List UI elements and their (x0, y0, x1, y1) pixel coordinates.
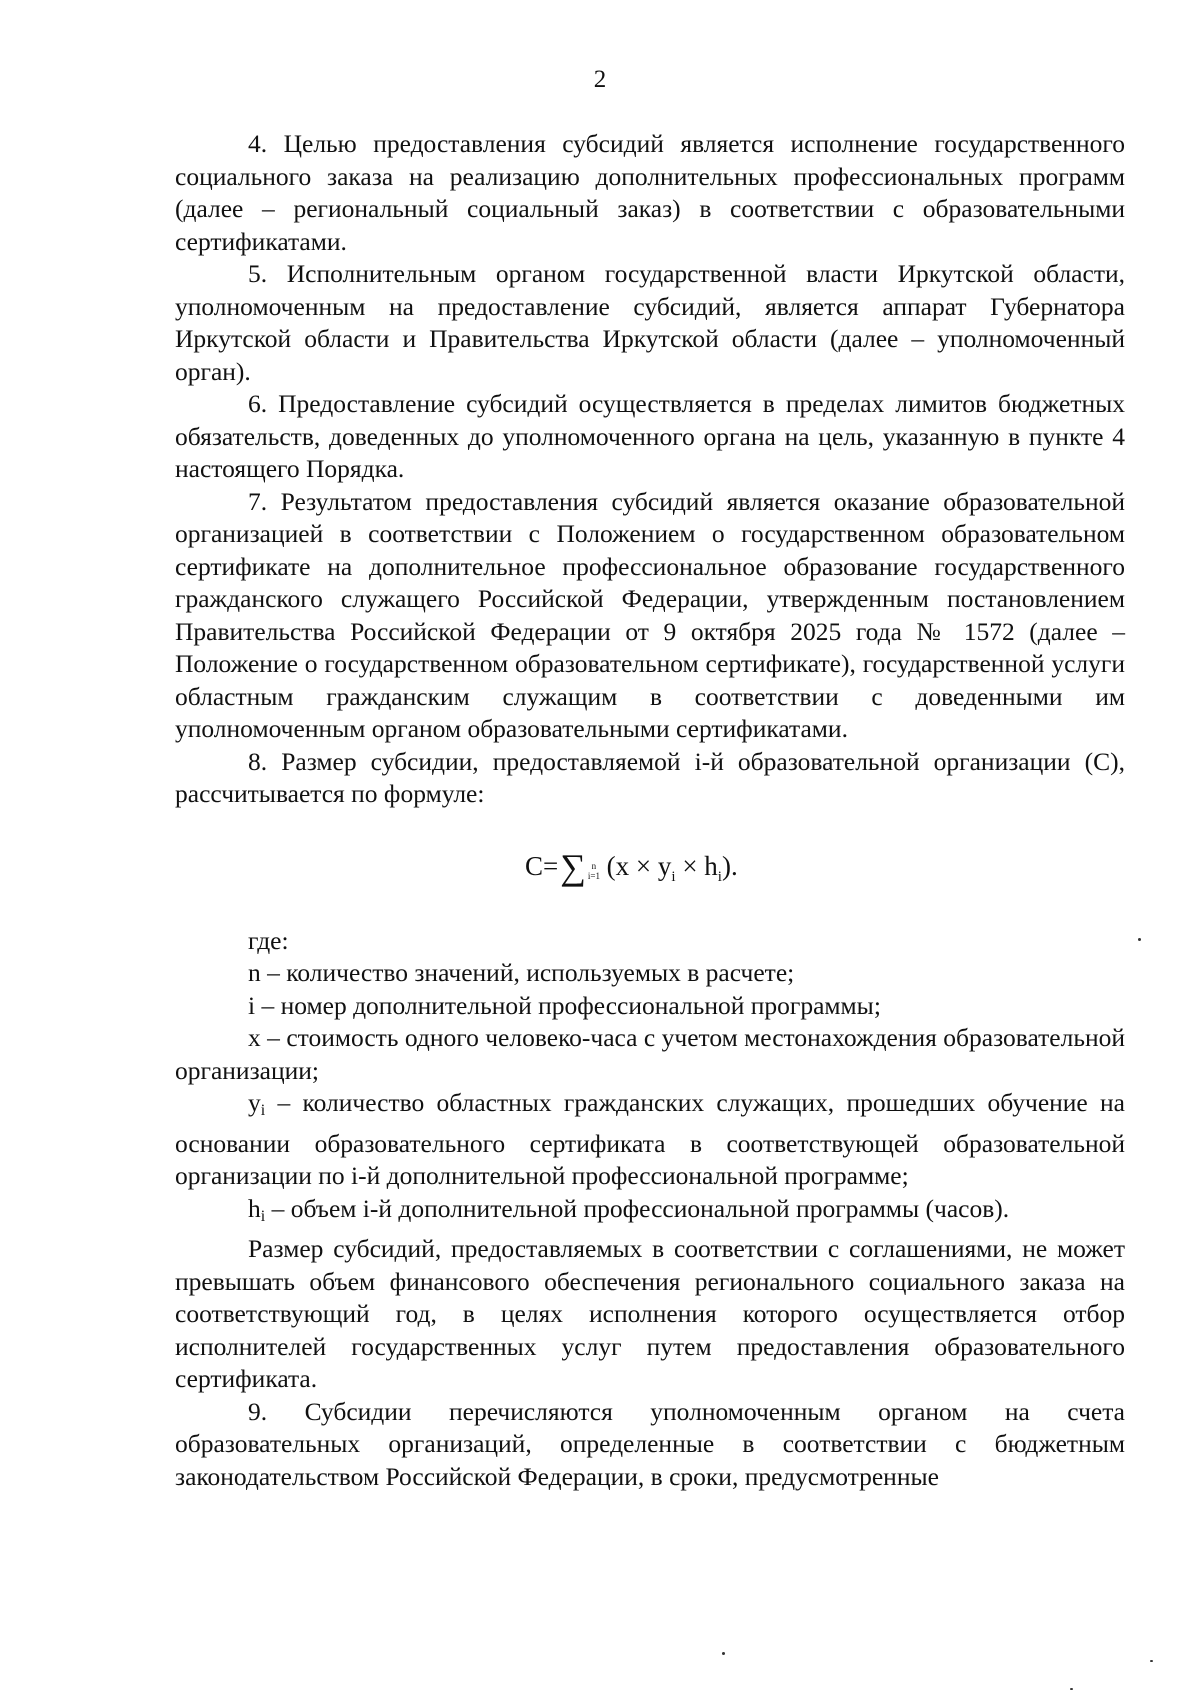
sum-symbol: ∑ (560, 846, 586, 887)
paragraph-4: 4. Целью предоставления субсидий является исполнение государственного социального заказа на реализацию дополнительных профессиональных программ (далее – региональный социальный заказ) в соответствии с образовательными сертификатами. (175, 129, 1125, 256)
definition-y (175, 1087, 1125, 1193)
sum-upper-limit: n (591, 860, 597, 871)
definition-symbol (248, 1194, 265, 1223)
scan-speck (722, 1652, 725, 1655)
formula-mult: × (682, 850, 698, 881)
subsidy-formula (175, 819, 1125, 915)
formula-open: (x × (606, 850, 652, 881)
formula-h-sub: i (717, 868, 722, 885)
definition-symbol (248, 1088, 265, 1117)
paragraph-8: 8. Размер субсидии, предоставляемой i-й образовательной организации (С), рассчитывается по формуле: (175, 746, 1125, 808)
page-number: 2 (593, 66, 607, 93)
paragraph-6: 6. Предоставление субсидий осуществляется в пределах лимитов бюджетных обязательств, доведенных до уполномоченного органа на цель, указанную в пункте 4 настоящего Порядка. (175, 389, 1125, 483)
formula-y-sub: i (671, 868, 676, 885)
definition-x (175, 1022, 1125, 1087)
where-label: где: (248, 925, 289, 955)
definition-n (175, 957, 1125, 990)
definition-symbol-sub: i (260, 1102, 266, 1119)
formula-y: y (657, 850, 672, 881)
definition-h (175, 1193, 1125, 1234)
definition-text: – количество областных гражданских служащих, прошедших обучение на основании образовательного сертификата в соответствующей образовательной организации по i-й дополнительной профессиональной программе; (175, 1088, 1125, 1190)
sum-lower-limit: i=1 (587, 870, 600, 881)
document-body (175, 128, 1125, 1493)
definition-symbol-base: y (248, 1088, 261, 1117)
definition-symbol: x (248, 1023, 261, 1052)
definition-text: – стоимость одного человеко-часа с учетом местонахождения образовательной организации; (175, 1023, 1125, 1085)
formula-close: ). (721, 850, 738, 881)
definition-symbol-sub: i (260, 1207, 266, 1225)
paragraph-5: 5. Исполнительным органом государственной власти Иркутской области, уполномоченным на предоставление субсидий, является аппарат Губернатора Иркутской области и Правительства Иркутской области (далее – уполномоченный орган). (175, 259, 1125, 386)
definition-text: – номер дополнительной профессиональной программы; (255, 990, 881, 1020)
definition-symbol: n (248, 958, 261, 987)
definition-text: – объем i-й дополнительной профессиональной программы (часов). (265, 1193, 1010, 1223)
definition-text: – количество значений, используемых в расчете; (260, 958, 795, 987)
sum-limits (588, 861, 600, 881)
scan-speck (1138, 938, 1141, 941)
paragraph-7: 7. Результатом предоставления субсидий является оказание образовательной организацией в соответствии с Положением о государственном образовательном сертификате на дополнительное профессиональное образование государственного гражданского служащего Российской Федерации, утвержденным постановлением Правительства Российской Федерации от 9 октября 2025 года № 1572 (далее – Положение о государственном образовательном сертификате), государственной услуги областным гражданским служащим в соответствии с доведенными им уполномоченным органом образовательными сертификатами. (175, 486, 1125, 743)
paragraph-9: 9. Субсидии перечисляются уполномоченным органом на счета образовательных организаций, определенные в соответствии с бюджетным законодательством Российской Федерации, в сроки, предусмотренные (175, 1396, 1125, 1491)
formula-lhs: C= (525, 850, 559, 881)
definition-i (175, 990, 1125, 1023)
formula-expression (525, 846, 738, 894)
definition-symbol-base: h (248, 1193, 261, 1223)
definition-symbol: i (248, 990, 256, 1020)
paragraph-subsidy-limit: Размер субсидий, предоставляемых в соответствии с соглашениями, не может превышать объем финансового обеспечения регионального социального заказа на соответствующий год, в целях исполнения которого осуществляется отбор исполнителей государственных услуг путем предоставления образовательного сертификата. (175, 1234, 1125, 1393)
scan-speck (1150, 1660, 1153, 1662)
formula-h: h (704, 850, 718, 881)
scan-speck (1070, 1688, 1073, 1690)
